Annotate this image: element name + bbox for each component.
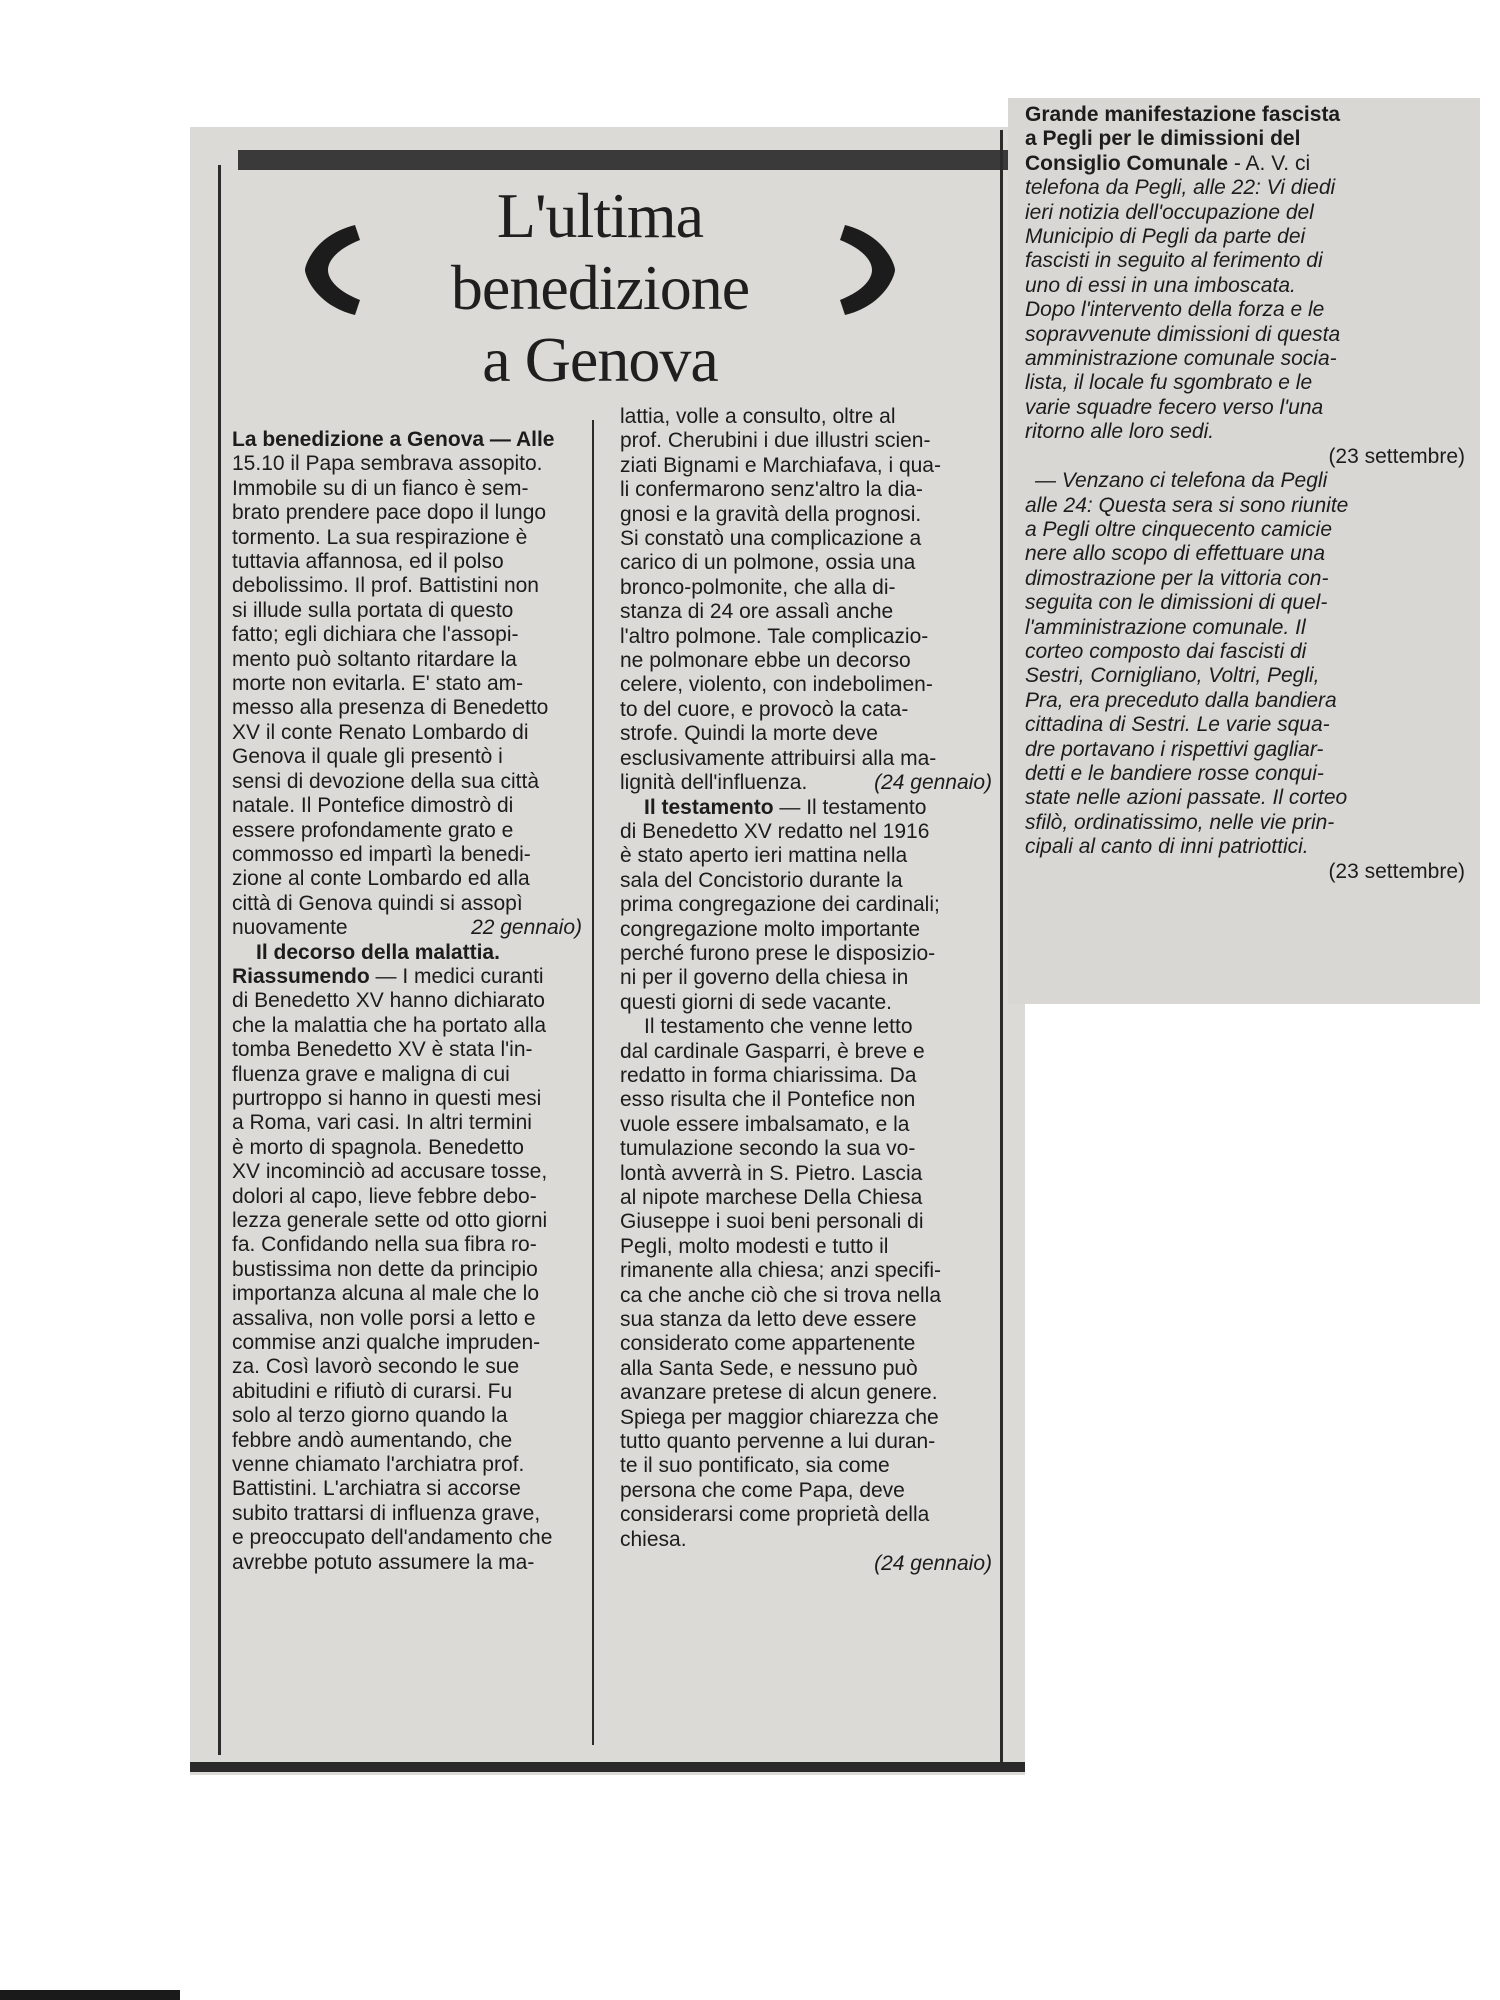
date-line: (24 gennaio) [874, 1552, 992, 1576]
text-line: ca che anche ciò che si trova nella [620, 1283, 942, 1307]
text-line: gnosi e la gravità della prognosi. [620, 502, 922, 526]
text-line: essere profondamente grato e [232, 818, 514, 842]
text-line: dal cardinale Gasparri, è breve e [620, 1039, 925, 1063]
text-fragment: lignità dell'influenza. [620, 771, 808, 795]
text-line: esso risulta che il Pontefice non [620, 1088, 916, 1112]
text-line: Giuseppe i suoi beni personali di [620, 1210, 924, 1234]
text-line [232, 916, 582, 940]
text-line: mento può soltanto ritardare la [232, 647, 517, 671]
text-line: redatto in forma chiarissima. Da [620, 1063, 917, 1087]
date-line: (24 gennaio) [874, 771, 992, 795]
text-line: lezza generale sette od otto giorni [232, 1209, 548, 1232]
text-line: carico di un polmone, ossia una [620, 551, 916, 575]
text-line: che la malattia che ha portato alla [232, 1013, 547, 1037]
text-line [232, 965, 582, 989]
text-line: l'amministrazione comunale. Il [1025, 615, 1306, 639]
text-line: sopravvenute dimissioni di questa [1025, 322, 1341, 346]
text-line: lattia, volle a consulto, oltre al [620, 405, 896, 428]
text-line: di Benedetto XV redatto nel 1916 [620, 819, 930, 843]
text-line: assaliva, non volle porsi a letto e [232, 1306, 536, 1330]
text-line: avanzare pretese di alcun genere. [620, 1381, 938, 1405]
text-line [232, 428, 582, 452]
text-line: cittadina di Sestri. Le varie squa- [1025, 713, 1330, 737]
text-line: cipali al canto di inni patriottici. [1025, 835, 1309, 859]
text-line: Pegli, molto modesti e tutto il [620, 1234, 889, 1258]
text-line: perché furono prese le disposizio- [620, 941, 936, 965]
text-line: avrebbe potuto assumere la ma- [232, 1550, 535, 1574]
text-line: a Pegli oltre cinquecento camicie [1025, 517, 1333, 541]
text-line: persona che come Papa, deve [620, 1478, 905, 1502]
article-column-3 [1025, 103, 1465, 884]
text-line: dolori al capo, lieve febbre debo- [232, 1184, 537, 1208]
text-line [620, 771, 992, 795]
text-line: purtroppo si hanno in questi mesi [232, 1086, 542, 1110]
text-line: messo alla presenza di Benedetto [232, 696, 549, 720]
text-line: è morto di spagnola. Benedetto [232, 1135, 524, 1159]
text-line: morte non evitarla. E' stato am- [232, 672, 524, 696]
text-line: sfilò, ordinatissimo, nelle vie prin- [1025, 810, 1335, 834]
section-heading-riassumendo: Riassumendo [232, 964, 370, 988]
text-line: zione al conte Lombardo ed alla [232, 867, 530, 891]
text-line: febbre andò aumentando, che [232, 1428, 513, 1452]
text-line: esclusivamente attribuirsi alla ma- [620, 746, 937, 770]
text-line: congregazione molto importante [620, 917, 921, 941]
text-line: ieri notizia dell'occupazione del [1025, 200, 1314, 224]
title-line-2: benedizione [450, 252, 750, 323]
text-line: za. Così lavorò secondo le sue [232, 1355, 520, 1379]
section-heading-testamento: Il testamento [644, 795, 774, 819]
text-line: Sestri, Cornigliano, Voltri, Pegli, [1025, 664, 1320, 688]
text-line: commosso ed impartì la benedi- [232, 842, 531, 866]
text-line: Genova il quale gli presentò i [232, 745, 503, 769]
section-heading-benedizione: La benedizione a Genova — Alle [232, 428, 555, 451]
text-line: si illude sulla portata di questo [232, 598, 514, 622]
article-column-2 [620, 405, 992, 1577]
text-line: uno di essi in una imboscata. [1025, 273, 1296, 297]
article-column-1 [232, 428, 582, 1575]
text-line: commise anzi qualche impruden- [232, 1331, 541, 1355]
text-line: tomba Benedetto XV è stata l'in- [232, 1038, 533, 1062]
text-line: ritorno alle loro sedi. [1025, 420, 1215, 444]
text-line: e preoccupato dell'andamento che [232, 1526, 553, 1550]
text-fragment: — I medici curanti [369, 964, 544, 988]
text-line: tumulazione secondo la sua vo- [620, 1137, 916, 1161]
text-line: fascisti in seguito al ferimento di [1025, 249, 1323, 273]
text-line: li confermarono senz'altro la dia- [620, 478, 923, 502]
date-line: 22 gennaio) [471, 916, 582, 940]
text-line [1025, 152, 1465, 176]
text-line: amministrazione comunale socia- [1025, 347, 1337, 371]
text-line: lontà avverrà in S. Pietro. Lascia [620, 1161, 923, 1185]
text-line: to del cuore, e provocò la cata- [620, 697, 909, 721]
bracket-right-icon [830, 220, 900, 320]
text-line: di Benedetto XV hanno dichiarato [232, 989, 545, 1013]
text-line: importanza alcuna al male che lo [232, 1282, 540, 1306]
text-line: Pra, era preceduto dalla bandiera [1025, 688, 1337, 712]
section-heading-pegli-2: a Pegli per le dimissioni del [1025, 127, 1301, 151]
text-line: vuole essere imbalsamato, e la [620, 1112, 910, 1136]
text-line: Battistini. L'archiatra si accorse [232, 1477, 521, 1501]
text-line: prof. Cherubini i due illustri scien- [620, 429, 931, 453]
text-line: rimanente alla chiesa; anzi specifi- [620, 1259, 941, 1283]
text-line: debolissimo. Il prof. Battistini non [232, 574, 539, 598]
text-line: stanza di 24 ore assalì anche [620, 600, 894, 624]
text-line: Spiega per maggior chiarezza che [620, 1405, 939, 1429]
text-line: tutto quanto pervenne a lui duran- [620, 1430, 936, 1454]
text-line: questi giorni di sede vacante. [620, 990, 893, 1014]
text-line: considerarsi come proprietà della [620, 1503, 930, 1527]
text-line: alle 24: Questa sera si sono riunite [1025, 493, 1349, 517]
footer-rule [190, 1762, 1025, 1772]
text-line: brato prendere pace dopo il lungo [232, 501, 547, 525]
text-line: fluenza grave e maligna di cui [232, 1062, 510, 1086]
text-line: fatto; egli dichiara che l'assopi- [232, 623, 519, 647]
article-title [400, 180, 800, 396]
text-line: celere, violento, con indebolimen- [620, 673, 933, 697]
text-line: telefona da Pegli, alle 22: Vi diedi [1025, 176, 1336, 200]
text-line: l'altro polmone. Tale complicazio- [620, 624, 929, 648]
text-fragment: nuovamente [232, 916, 348, 940]
text-fragment: - A. V. ci [1228, 151, 1311, 175]
text-line: dre portavano i rispettivi gagliar- [1025, 737, 1324, 761]
text-line: te il suo pontificato, sia come [620, 1454, 890, 1478]
text-line: Immobile su di un fianco è sem- [232, 476, 529, 500]
text-line: città di Genova quindi si assopì [232, 891, 523, 915]
text-line: sensi di devozione della sua città [232, 769, 540, 793]
column-rule-right [1000, 130, 1003, 1770]
text-line: abitudini e rifiutò di curarsi. Fu [232, 1379, 513, 1403]
text-line: sua stanza da letto deve essere [620, 1308, 917, 1332]
text-line: a Roma, vari casi. In altri termini [232, 1111, 532, 1135]
text-line: ne polmonare ebbe un decorso [620, 649, 911, 673]
text-line: tuttavia affannosa, ed il polso [232, 550, 504, 574]
text-line: alla Santa Sede, e nessuno può [620, 1356, 918, 1380]
text-line: varie squadre fecero verso l'una [1025, 395, 1324, 419]
text-line: ni per il governo della chiesa in [620, 966, 909, 990]
text-line: ziati Bignami e Marchiafava, i qua- [620, 453, 941, 477]
text-line: Il testamento che venne letto [644, 1015, 913, 1039]
text-fragment: — Il testamento [773, 795, 927, 819]
text-line: sala del Concistorio durante la [620, 868, 903, 892]
section-heading-pegli-3: Consiglio Comunale [1025, 151, 1229, 175]
title-line-1: L'ultima [496, 180, 704, 251]
text-line: state nelle azioni passate. Il corteo [1025, 786, 1348, 810]
text-line: seguita con le dimissioni di quel- [1025, 591, 1328, 615]
text-line: bronco-polmonite, che alla di- [620, 575, 896, 599]
text-line: corteo composto dai fascisti di [1025, 639, 1307, 663]
date-line: (23 settembre) [1328, 444, 1465, 468]
text-line: detti e le bandiere rosse conqui- [1025, 761, 1324, 785]
text-line: chiesa. [620, 1527, 687, 1551]
text-line: è stato aperto ieri mattina nella [620, 844, 908, 868]
header-rule [238, 150, 1008, 170]
text-line: dimostrazione per la vittoria con- [1025, 566, 1329, 590]
column-rule-left [218, 165, 221, 1755]
text-line: subito trattarsi di influenza grave, [232, 1501, 541, 1525]
text-line: solo al terzo giorno quando la [232, 1404, 508, 1428]
date-line: (23 settembre) [1328, 859, 1465, 883]
section-heading-pegli: Grande manifestazione fascista [1025, 103, 1341, 126]
text-line: natale. Il Pontefice dimostrò di [232, 794, 514, 818]
title-line-3: a Genova [482, 324, 718, 395]
text-line: considerato come appartenente [620, 1332, 916, 1356]
text-line: tormento. La sua respirazione è [232, 525, 528, 549]
text-line: Municipio di Pegli da parte dei [1025, 225, 1306, 249]
text-line: bustissima non dette da principio [232, 1257, 538, 1281]
text-line [620, 796, 992, 820]
text-line [1025, 127, 1465, 151]
text-line: lista, il locale fu sgombrato e le [1025, 371, 1313, 395]
text-line: XV il conte Renato Lombardo di [232, 720, 529, 744]
text-line: fa. Confidando nella sua fibra ro- [232, 1233, 537, 1257]
text-line: venne chiamato l'archiatra prof. [232, 1453, 525, 1477]
text-line [1025, 103, 1465, 127]
column-rule-middle [592, 420, 594, 1745]
text-line: — Venzano ci telefona da Pegli [1035, 469, 1328, 493]
text-line [232, 941, 582, 965]
bracket-left-icon [300, 220, 370, 320]
section-heading-decorso: Il decorso della malattia. [256, 940, 500, 964]
text-line: Dopo l'intervento della forza e le [1025, 298, 1325, 322]
text-line: prima congregazione dei cardinali; [620, 893, 940, 917]
text-line: nere allo scopo di effettuare una [1025, 542, 1326, 566]
text-line: 15.10 il Papa sembrava assopito. [232, 452, 543, 476]
text-line: XV incominciò ad accusare tosse, [232, 1160, 548, 1184]
text-line: Si constatò una complicazione a [620, 527, 922, 551]
text-line: al nipote marchese Della Chiesa [620, 1186, 923, 1209]
scan-edge [0, 1990, 180, 2000]
text-line: strofe. Quindi la morte deve [620, 722, 878, 746]
